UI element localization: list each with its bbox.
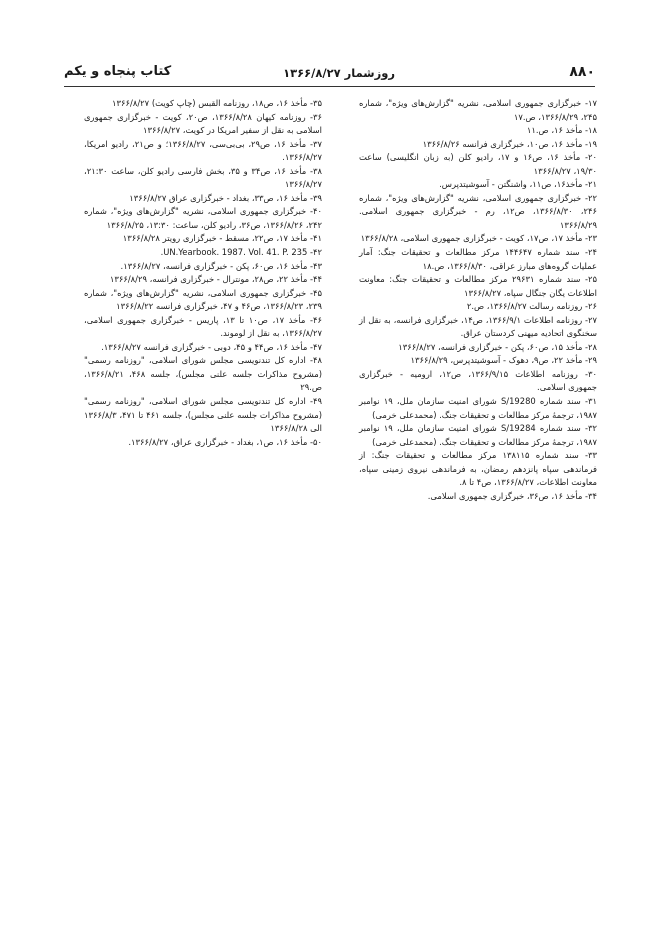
footnote-24: ۲۴- سند شماره ۱۴۴۶۴۷ مرکز مطالعات و تحقیقات جنگ: آمار عملیات گروه‌های مبارز عراقی، ۱۳۶۶/۸/۳۰، ص.۱۸ <box>359 247 597 271</box>
footnote-44: ۴۴- مأخذ ۲۲، ص۲۸، مونترال - خبرگزاری فرانسه، ۱۳۶۶/۸/۲۹ <box>109 274 322 285</box>
footnote-45: ۴۵- خبرگزاری جمهوری اسلامی، نشریه "گزارش‌های ویژه"، شماره ۲۳۹، ۱۳۶۶/۸/۲۳، ص۴۶ و ۴۷، خبرگزاری فرانسه ۱۳۶۶/۸/۲۲ <box>84 287 322 312</box>
footnote-47: ۴۷- مأخذ ۱۶، ص۴۴ و ۴۵، دوبی - خبرگزاری فرانسه ۱۳۶۶/۸/۲۷. <box>101 341 322 352</box>
footnote-20: ۲۰- مأخذ ۱۶، ص۱۶ و ۱۷، رادیو کلن (به زبان انگلیسی) ساعت ۱۹/۳۰، ۱۳۶۶/۸/۲۷ <box>359 152 598 176</box>
footnote-33: ۳۳- سند شماره ۱۳۸۱۱۵ مرکز مطالعات و تحقیقات جنگ: از فرماندهی سپاه پانزدهم رمضان، به فرماندهی نیروی زمینی سپاه، معاونت اطلاعات، ۱۳۶۶/۸/۲۷، ص۴ تا ۸. <box>359 450 597 488</box>
footnote-29: ۲۹- مأخذ ۲۲، ص۹، دهوک - آسوشیتدپرس، ۱۳۶۶/۸/۲۹ <box>410 355 597 366</box>
footnote-27: ۲۷- روزنامه اطلاعات ۱۳۶۶/۹/۱، ص۱۴، خبرگزاری فرانسه، به نقل از سخنگوی اتحادیه میهنی کردستان عراق. <box>359 314 597 339</box>
footnote-18: ۱۸- مأخذ ۱۶، ص.۱۱ <box>526 125 597 136</box>
footnote-22: ۲۲- خبرگزاری جمهوری اسلامی، نشریه "گزارش‌های ویژه"، شماره ۲۴۶، ۱۳۶۶/۸/۳۰، ص۱۲، رم - خبرگزاری جمهوری اسلامی. ۱۳۶۶/۸/۲۹ <box>359 192 597 230</box>
footnote-21: ۲۱- مأخذ۱۶، ص۱۱، واشنگتن - آسوشیتدپرس. <box>439 179 597 190</box>
footnote-19: ۱۹- مأخذ ۱۶، ص۱۰، خبرگزاری فرانسه ۱۳۶۶/۸/۲۶ <box>422 138 597 149</box>
footnote-46: ۴۶- مأخذ ۱۷، ص۱۰ تا ۱۳، پاریس - خبرگزاری جمهوری اسلامی، ۱۳۶۶/۸/۲۷، به نقل از لوموند. <box>84 314 322 339</box>
footnote-42: ۴۲- UN.Yearbook. 1987. Vol. 41. P. 235. <box>160 247 322 258</box>
footnote-35: ۳۵- مأخذ ۱۶، ص۱۸، روزنامه القبس (چاپ کویت) ۱۳۶۶/۸/۲۷ <box>112 98 322 108</box>
footnote-41: ۴۱- مأخذ ۱۷، ص۲۲، مسقط - خبرگزاری رویتر ۱۳۶۶/۸/۲۸ <box>122 233 322 244</box>
running-title: روزشمار ۱۳۶۶/۸/۲۷ <box>283 66 395 80</box>
footnote-25: ۲۵- سند شماره ۲۹۶۳۱ مرکز مطالعات و تحقیقات جنگ: معاونت اطلاعات یگان جنگال سپاه، ۱۳۶۶/۸/۲۷ <box>359 274 597 298</box>
footnote-37: ۳۷- مأخذ ۱۶، ص۲۹، بی‌بی‌سی، ۱۳۶۶/۸/۲۷؛ و ص۲۱، رادیو امریکا، ۱۳۶۶/۸/۲۷. <box>84 138 322 163</box>
header-rule <box>64 86 595 87</box>
footnote-39: ۳۹- مأخذ ۱۶، ص۳۳، بغداد - خبرگزاری عراق ۱۳۶۶/۸/۲۷ <box>129 192 322 203</box>
footnote-23: ۲۳- مأخذ ۱۷، ص۱۷، کویت - خبرگزاری جمهوری اسلامی، ۱۳۶۶/۸/۲۸ <box>360 233 597 244</box>
footnote-36: ۳۶- روزنامه کیهان ۱۳۶۶/۸/۲۸، ص۲۰، کویت - خبرگزاری جمهوری اسلامی به نقل از سفیر امریکا در کویت، ۱۳۶۶/۸/۲۷ <box>84 111 322 136</box>
footnote-26: ۲۶- روزنامه رسالت ۱۳۶۶/۸/۲۷، ص.۲ <box>466 301 597 312</box>
book-title: کتاب پنجاه و یکم <box>64 64 172 79</box>
footnote-31: ۳۱- سند شماره S/19280 شورای امنیت سازمان ملل، ۱۹ نوامبر ۱۹۸۷، ترجمهٔ مرکز مطالعات و تحقیقات جنگ. (محمدعلی خرمی) <box>359 396 597 420</box>
footnote-49: ۴۹- اداره کل تندنویسی مجلس شورای اسلامی، "روزنامه رسمی" (مشروح مذاکرات جلسه علنی مجلس)، جلسه ۴۶۱ تا ۴۷۱، ۱۳۶۶/۸/۳ الی ۱۳۶۶/۸/۲۸ <box>84 396 322 434</box>
page-header <box>64 64 595 86</box>
footnote-48: ۴۸- اداره کل تندنویسی مجلس شورای اسلامی، "روزنامه رسمی" (مشروح مذاکرات جلسه علنی مجلس)، جلسه ۴۶۸، ۱۳۶۶/۸/۲۱، ص.۲۹ <box>84 355 322 393</box>
page-number: ۸۸۰ <box>569 64 595 80</box>
footnote-34: ۳۴- مأخذ ۱۶، ص۳۶، خبرگزاری جمهوری اسلامی. <box>427 490 597 501</box>
footnote-50: ۵۰- مأخذ ۱۶، ص۱، بغداد - خبرگزاری عراق، ۱۳۶۶/۸/۲۷. <box>128 436 322 447</box>
footnote-38: ۳۸- مأخذ ۱۶، ص۳۴ و ۳۵، بخش فارسی رادیو کلن، ساعت ۲۱:۳۰، ۱۳۶۶/۸/۲۷ <box>84 165 322 190</box>
footnote-28: ۲۸- مأخذ ۱۵، ص۶۰، پکن - خبرگزاری فرانسه، ۱۳۶۶/۸/۲۷ <box>398 341 597 352</box>
footnote-32: ۳۲- سند شماره S/19284 شورای امنیت سازمان ملل، ۱۹ نوامبر ۱۹۸۷، ترجمهٔ مرکز مطالعات و تحقیقات جنگ. (محمدعلی خرمی) <box>359 423 597 447</box>
footnotes-right-column <box>359 97 597 503</box>
footnote-17: ۱۷- خبرگزاری جمهوری اسلامی، نشریه "گزارش‌های ویژه"، شماره ۲۴۵، ۱۳۶۶/۸/۲۹، ص.۱۷ <box>359 98 597 122</box>
footnote-43: ۴۳- مأخذ ۱۶، ص۶۰، پکن - خبرگزاری فرانسه، ۱۳۶۶/۸/۲۷. <box>120 260 322 271</box>
footnotes-left-column <box>84 97 322 449</box>
footnote-30: ۳۰- روزنامه اطلاعات ۱۳۶۶/۹/۱۵، ص۱۲، ارومیه - خبرگزاری جمهوری اسلامی. <box>359 368 597 393</box>
footnote-40: ۴۰- خبرگزاری جمهوری اسلامی، نشریه "گزارش‌های ویژه"، شماره ۲۴۲، ۱۳۶۶/۸/۲۶، ص۳۶، رادیو کلن، ساعت: ۱۳:۳۰، ۱۳۶۶/۸/۲۵ <box>84 206 322 230</box>
